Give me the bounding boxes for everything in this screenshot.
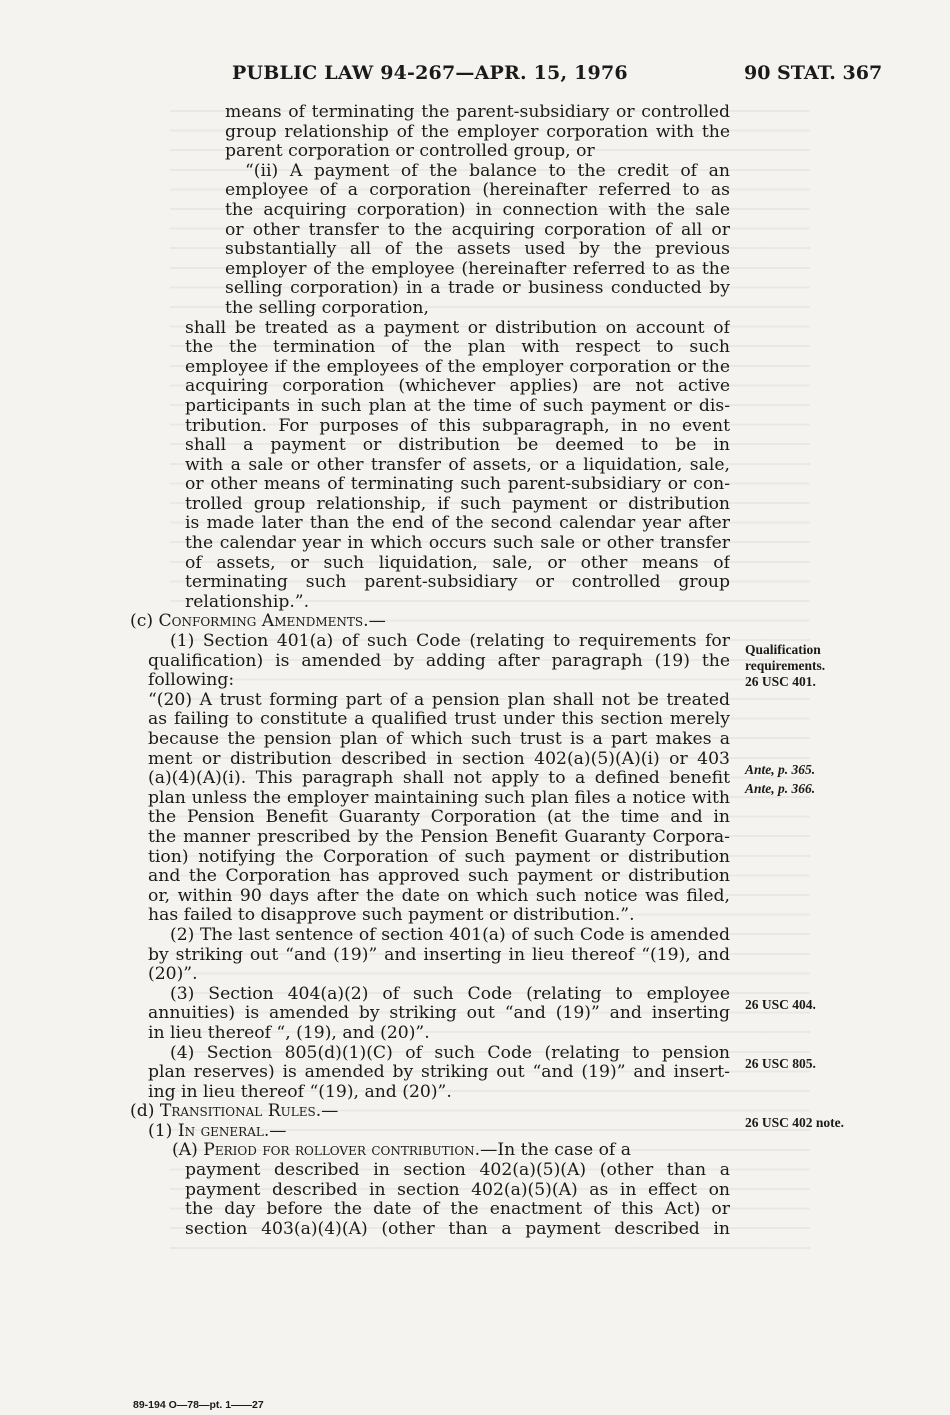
- text-line-content: payment described in section 402(a)(5)(A) as in effect on: [185, 1180, 730, 1200]
- text-line: [185, 534, 730, 554]
- margin-note-usc404: [745, 997, 816, 1013]
- text-line-content: “(20) A trust forming part of a pension plan shall not be treated: [148, 690, 730, 710]
- text-line: [170, 985, 730, 1005]
- page-footer: 89-194 O—78—pt. 1——27: [133, 1399, 264, 1411]
- text-line: [148, 671, 730, 691]
- text-line: [148, 1122, 730, 1142]
- text-line-content: parent corporation or controlled group, or: [225, 142, 595, 162]
- text-line-content: section 403(a)(4)(A) (other than a payment described in: [185, 1219, 730, 1239]
- text-line: [225, 240, 730, 260]
- margin-note-line: requirements.: [745, 658, 826, 673]
- text-line-content: has failed to disapprove such payment or distribution.”.: [148, 906, 635, 926]
- margin-note-line: 26 USC 401.: [745, 674, 816, 689]
- text-line: [185, 338, 730, 358]
- text-line: [148, 1083, 730, 1103]
- text-line-content: in lieu thereof “, (19), and (20)”.: [148, 1023, 430, 1043]
- text-line-content: shall be treated as a payment or distribution on account of: [185, 318, 730, 338]
- text-line: [148, 867, 730, 887]
- text-line-content: (A): [172, 1141, 204, 1161]
- text-line-content: qualification) is amended by adding after paragraph (19) the: [148, 651, 730, 671]
- text-line: [130, 612, 730, 632]
- text-line: [225, 299, 730, 319]
- text-line-content: ing in lieu thereof “(19), and (20)”.: [148, 1082, 452, 1102]
- text-line-content: the calendar year in which occurs such sale or other transfer: [185, 534, 730, 554]
- text-line-content: shall a payment or distribution be deemed to be in: [185, 436, 730, 456]
- text-line: [185, 456, 730, 476]
- text-line-content: of assets, or such liquidation, sale, or other means of: [185, 553, 730, 573]
- section-heading: Conforming Amendments.—: [158, 612, 386, 632]
- text-line-content: because the pension plan of which such trust is a part makes a: [148, 730, 730, 749]
- text-line-content: following:: [148, 671, 235, 691]
- text-line: [225, 221, 730, 241]
- text-line-content: the manner prescribed by the Pension Benefit Guaranty Corpora-: [148, 827, 730, 847]
- text-line: [148, 1004, 730, 1024]
- text-line-content: with a sale or other transfer of assets, or a liquidation, sale,: [185, 455, 730, 475]
- text-line-content: the Pension Benefit Guaranty Corporation (at the time and in: [148, 808, 730, 828]
- margin-note-ante365: [745, 762, 815, 778]
- body-text-column: [130, 103, 730, 1239]
- text-line-content: (1): [148, 1121, 178, 1141]
- margin-note-usc805: [745, 1056, 816, 1072]
- text-line: [170, 926, 730, 946]
- text-line-content: tribution. For purposes of this subparagraph, in no event: [185, 416, 730, 436]
- text-line: [148, 848, 730, 868]
- text-line-content: (1) Section 401(a) of such Code (relating to requirements for: [170, 632, 730, 652]
- text-line-content: plan reserves) is amended by striking out “and (19)” and insert-: [148, 1063, 730, 1083]
- text-line: [225, 142, 730, 162]
- text-line-content: selling corporation) in a trade or business conducted by: [225, 279, 730, 299]
- text-line: [225, 279, 730, 299]
- text-line-content: trolled group relationship, if such payment or distribution: [185, 494, 730, 514]
- text-line-content: annuities) is amended by striking out “and (19)” and inserting: [148, 1004, 730, 1024]
- text-line-content: means of terminating the parent-subsidiary or controlled: [225, 103, 730, 122]
- text-line-content: the acquiring corporation) in connection with the sale: [225, 200, 730, 220]
- text-line: [148, 730, 730, 750]
- text-line-content: (20)”.: [148, 965, 198, 985]
- text-line: [148, 946, 730, 966]
- text-line-content: substantially all of the assets used by the previous: [225, 240, 730, 260]
- text-line-content: (3) Section 404(a)(2) of such Code (relating to employee: [170, 984, 730, 1004]
- text-line-content: employer of the employee (hereinafter referred to as the: [225, 259, 730, 279]
- text-line: [185, 1200, 730, 1220]
- margin-note-line: 26 USC 404.: [745, 997, 816, 1012]
- text-line-content: as failing to constitute a qualified trust under this section merely: [148, 710, 730, 730]
- text-line-content: acquiring corporation (whichever applies) are not active: [185, 377, 730, 397]
- text-line-content: or other means of terminating such parent-subsidiary or con-: [185, 475, 730, 495]
- text-line-content: by striking out “and (19)” and inserting in lieu thereof “(19), and: [148, 945, 730, 965]
- margin-note-qual: [745, 642, 825, 690]
- margin-note-line: 26 USC 805.: [745, 1056, 816, 1071]
- text-line: [130, 1102, 730, 1122]
- margin-note-line: Ante, p. 365.: [745, 762, 816, 777]
- margin-note-usc402note: [745, 1115, 844, 1131]
- text-line: [148, 1063, 730, 1083]
- text-line-content: participants in such plan at the time of such payment or dis-: [185, 396, 730, 416]
- text-line: [185, 319, 730, 339]
- text-line: [170, 632, 730, 652]
- text-line: [185, 417, 730, 437]
- text-line: [148, 691, 730, 711]
- text-line-content: (2) The last sentence of section 401(a) of such Code is amended: [170, 925, 730, 945]
- text-line-content: the selling corporation,: [225, 298, 429, 318]
- running-header-title: PUBLIC LAW 94-267—APR. 15, 1976: [232, 62, 628, 84]
- margin-note-ante366: [745, 781, 815, 797]
- text-line-continuation: In the case of a: [497, 1141, 631, 1161]
- text-line: [185, 593, 730, 613]
- text-line-content: plan unless the employer maintaining such plan files a notice with: [148, 788, 730, 808]
- text-line: [185, 1181, 730, 1201]
- text-line: [225, 103, 730, 123]
- text-line-content: (4) Section 805(d)(1)(C) of such Code (relating to pension: [170, 1043, 730, 1063]
- text-line-content: or other transfer to the acquiring corporation of all or: [225, 220, 730, 240]
- text-line-content: (a)(4)(A)(i). This paragraph shall not apply to a defined benefit: [148, 769, 730, 789]
- margin-note-line: Qualification: [745, 642, 821, 657]
- text-line-content: tion) notifying the Corporation of such payment or distribution: [148, 847, 730, 867]
- text-line: [185, 377, 730, 397]
- text-line-content: the day before the date of the enactment of this Act) or: [185, 1200, 730, 1220]
- text-line: [148, 887, 730, 907]
- text-line: [225, 260, 730, 280]
- text-line-content: “(ii) A payment of the balance to the credit of an: [245, 161, 730, 181]
- text-line-content: payment described in section 402(a)(5)(A) (other than a: [185, 1161, 730, 1181]
- text-line-content: terminating such parent-subsidiary or controlled group: [185, 573, 730, 593]
- text-line: [185, 514, 730, 534]
- margin-note-line: Ante, p. 366.: [745, 781, 816, 796]
- text-line: [148, 965, 730, 985]
- text-line-content: employee of a corporation (hereinafter referred to as: [225, 181, 730, 201]
- text-line: [148, 906, 730, 926]
- text-line: [185, 554, 730, 574]
- text-line: [245, 162, 730, 182]
- text-line-content: and the Corporation has approved such payment or distribution: [148, 867, 730, 887]
- margin-note-line: 26 USC 402 note.: [745, 1115, 845, 1130]
- text-line: [148, 769, 730, 789]
- text-line: [185, 1161, 730, 1181]
- running-header-page-number: 90 STAT. 367: [744, 62, 883, 84]
- text-line: [172, 1141, 730, 1161]
- section-heading: Transitional Rules.—: [159, 1102, 339, 1122]
- text-line-content: or, within 90 days after the date on which such notice was filed,: [148, 886, 730, 906]
- text-line: [225, 201, 730, 221]
- text-line-content: group relationship of the employer corporation with the: [225, 122, 730, 142]
- text-line: [185, 573, 730, 593]
- text-line: [185, 436, 730, 456]
- text-line: [185, 358, 730, 378]
- text-line: [148, 789, 730, 809]
- text-line: [148, 750, 730, 770]
- text-line-content: (d): [130, 1102, 160, 1122]
- section-heading: Period for rollover contribution.—: [203, 1141, 498, 1161]
- text-line-content: relationship.”.: [185, 592, 310, 612]
- text-line: [170, 1044, 730, 1064]
- text-line: [148, 1024, 730, 1044]
- text-line: [185, 495, 730, 515]
- text-line: [185, 475, 730, 495]
- text-line: [225, 181, 730, 201]
- text-line: [148, 710, 730, 730]
- text-line: [148, 808, 730, 828]
- text-line: [185, 1220, 730, 1240]
- section-heading: In general.—: [177, 1121, 287, 1141]
- text-line: [225, 123, 730, 143]
- text-line-content: is made later than the end of the second calendar year after: [185, 514, 730, 534]
- text-line-content: ment or distribution described in section 402(a)(5)(A)(i) or 403: [148, 749, 730, 769]
- text-line-content: the the termination of the plan with respect to such: [185, 338, 730, 358]
- text-line: [185, 397, 730, 417]
- text-line: [148, 828, 730, 848]
- text-line: [148, 652, 730, 672]
- text-line-content: (c): [130, 612, 159, 632]
- text-line-content: employee if the employees of the employer corporation or the: [185, 357, 730, 377]
